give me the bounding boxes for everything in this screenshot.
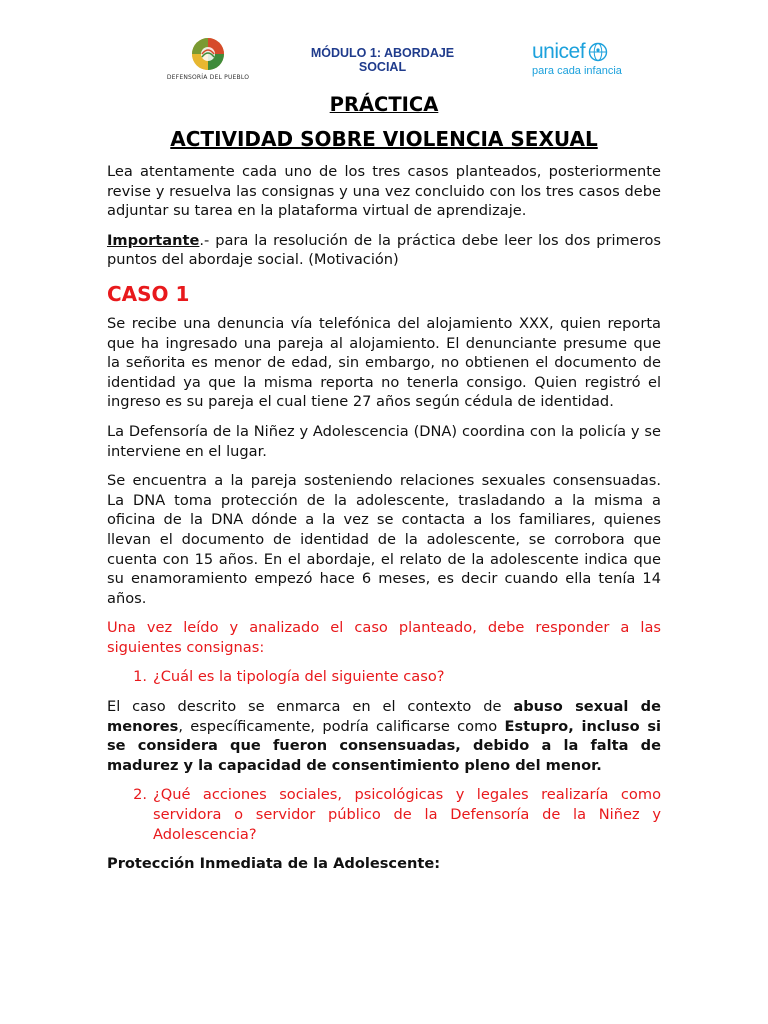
important-text: .- para la resolución de la práctica debe leer los dos primeros puntos del abordaje social. (Motivación) xyxy=(107,231,661,269)
page-header xyxy=(0,34,768,90)
unicef-wordmark: unicef xyxy=(532,40,586,63)
answer-1-bold-2: Estupro, incluso si se considera que fueron consensuadas, debido a la falta de madurez y la capacidad de consentimiento pleno del menor. xyxy=(107,717,662,774)
unicef-tagline: para cada infancia xyxy=(532,65,622,77)
case-paragraph-1: Se recibe una denuncia vía telefónica del alojamiento XXX, quien reporta que ha ingresado una pareja al alojamiento. El denunciante presume que la señorita es menor de edad, sin embargo, no obtienen el documento de identidad ya que la misma reporta no tenerla consigo. Quien registró el ingreso es su pareja el cual tiene 27 años según cédula de identidad. xyxy=(107,314,661,411)
unicef-globe-icon xyxy=(588,42,608,62)
question-1-number: 1. xyxy=(133,668,147,686)
intro-paragraph: Lea atentamente cada uno de los tres casos planteados, posteriormente revise y resuelva las consignas y una vez concluido con los tres casos debe adjuntar su tarea en la plataforma virtual de aprendizaje. xyxy=(107,163,661,220)
case-heading: CASO 1 xyxy=(107,281,190,306)
case-instruction: Una vez leído y analizado el caso planteado, debe responder a las siguientes consignas: xyxy=(107,619,661,656)
protection-section-heading: Protección Inmediata de la Adolescente: xyxy=(107,855,441,873)
activity-title: ACTIVIDAD SOBRE VIOLENCIA SEXUAL xyxy=(170,127,598,151)
question-2-number: 2. xyxy=(133,786,147,804)
important-paragraph xyxy=(107,231,661,270)
question-1-text: ¿Cuál es la tipología del siguiente caso? xyxy=(153,668,445,686)
answer-1-bold-1: abuso sexual de menores xyxy=(107,698,662,735)
defensoria-emblem-icon xyxy=(188,36,228,72)
answer-1-paragraph xyxy=(107,697,661,775)
practice-title: PRÁCTICA xyxy=(329,93,439,116)
question-2 xyxy=(107,785,661,844)
answer-1-part-1: El caso descrito se enmarca en el contexto de xyxy=(107,698,514,716)
module-title: MÓDULO 1: ABORDAJE SOCIAL xyxy=(310,46,455,74)
important-label: Importante xyxy=(107,231,200,249)
question-list-1 xyxy=(107,667,661,687)
defensoria-logo xyxy=(148,36,268,81)
document-body xyxy=(107,162,661,874)
case-paragraph-2: La Defensoría de la Niñez y Adolescencia (DNA) coordina con la policía y se interviene en el lugar. xyxy=(107,422,661,460)
question-list-2 xyxy=(107,785,661,844)
defensoria-caption: DEFENSORÍA DEL PUEBLO xyxy=(166,74,250,81)
unicef-logo xyxy=(532,40,642,77)
answer-1-part-2: , específicamente, podría calificarse como xyxy=(178,717,505,735)
case-paragraph-3: Se encuentra a la pareja sosteniendo relaciones sexuales consensuadas. La DNA toma protección de la adolescente, trasladando a la misma a oficina de la DNA dónde a la vez se contacta a los familiares, quienes llevan el documento de identidad de la adolescente, se corrobora que cuenta con 15 años. En el abordaje, el relato de la adolescente indica que su enamoramiento empezó hace 6 meses, es decir cuando ella tenía 14 años. xyxy=(107,472,661,607)
question-2-text: ¿Qué acciones sociales, psicológicas y legales realizaría como servidora o servidor público de la Defensoría de la Niñez y Adolescencia? xyxy=(153,786,661,843)
question-1 xyxy=(107,667,661,687)
